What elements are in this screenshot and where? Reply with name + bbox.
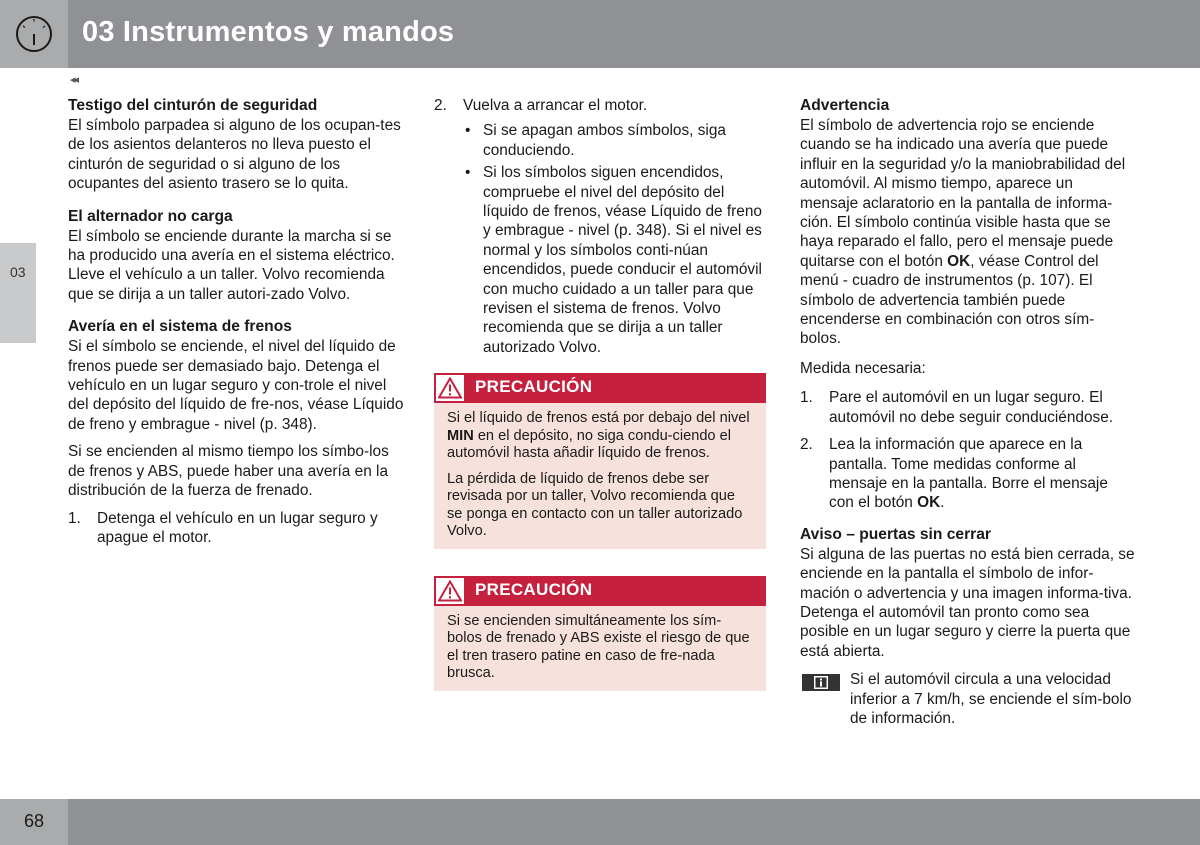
list-number: 2.: [434, 97, 447, 114]
info-icon: [814, 676, 828, 689]
caution-box-2: [434, 576, 766, 691]
caution-box-1: [434, 373, 766, 549]
brake-steps-list-cont: [434, 96, 768, 115]
caution-body: [434, 403, 766, 549]
section-text-warning: [800, 116, 1135, 349]
bullet-icon: •: [465, 164, 471, 182]
section-text-brakes-abs: Si se encienden al mismo tiempo los símbo-los de frenos y ABS, puede haber una avería en la distribución de la fuerza de frenado.: [68, 443, 389, 500]
text-part: Lea la información que aparece en la pantalla. Tome medidas conforme al mensaje en la pantalla. Borre el mensaje con el botón: [829, 436, 1108, 512]
section-text-seatbelt: El símbolo parpadea si alguno de los ocupan-tes de los asientos delanteros no lleva puesto el cinturón de seguridad o si alguno de los ocupantes del asiento trasero se lo quita.: [68, 117, 401, 193]
warning-triangle-icon: [438, 377, 462, 399]
caution-text-bold: MIN: [447, 427, 474, 444]
section-title-seatbelt: Testigo del cinturón de seguridad: [68, 97, 318, 114]
caution-triangle-box: [434, 373, 466, 403]
measure-steps-list: [800, 388, 1135, 512]
back-nav-icon[interactable]: ◂◂: [70, 74, 78, 86]
list-number: 1.: [800, 389, 813, 407]
caution-label: PRECAUCIÓN: [475, 377, 593, 397]
chapter-tab-label: 03: [10, 264, 26, 280]
list-item: [68, 509, 408, 548]
caution-triangle-box: [434, 576, 466, 606]
bullet-icon: •: [465, 122, 471, 140]
section-text-alternator: El símbolo se enciende durante la marcha si se ha producido una avería en el sistema eléctrico. Lleve el vehículo a un taller. Volvo recomienda que se dirija a un taller autori-zado Volvo.: [68, 227, 395, 303]
column-1: [68, 96, 408, 555]
page-number: 68: [24, 811, 45, 831]
caution-text: La pérdida de líquido de frenos debe ser revisada por un taller, Volvo recomienda que se ponga en contacto con un taller autorizado Volvo.: [447, 470, 743, 540]
caution-text-part: en el depósito, no siga condu-ciendo el automóvil hasta añadir líquido de frenos.: [447, 427, 731, 462]
caution-text: Si se encienden simultáneamente los sím-bolos de frenado y ABS existe el riesgo de que el tren trasero patine en caso de fre-nada brusca.: [447, 612, 750, 682]
list-item: [800, 435, 1135, 513]
caution-body: [434, 606, 766, 691]
text-bold: OK: [917, 494, 941, 512]
column-3: [800, 96, 1135, 728]
brake-steps-list: [68, 509, 408, 548]
text-part: .: [940, 494, 945, 512]
text-bold: OK: [947, 252, 971, 270]
caution-header: [434, 576, 766, 606]
list-item: [434, 96, 768, 115]
chapter-tab[interactable]: [0, 243, 36, 343]
list-number: 2.: [800, 436, 813, 454]
section-title-warning: Advertencia: [800, 97, 890, 114]
list-text: [829, 436, 1108, 511]
list-text: Vuelva a arrancar el motor.: [463, 97, 648, 114]
section-title-doors: Aviso – puertas sin cerrar: [800, 525, 991, 543]
page-number-box: [0, 799, 68, 845]
info-note-text: Si el automóvil circula a una velocidad inferior a 7 km/h, se enciende el sím-bolo de información.: [850, 671, 1132, 727]
text-part: , véase Control del menú - cuadro de instrumentos (p. 107). El símbolo de advertencia también puede encenderse en combinación con otros sím-bolos.: [800, 252, 1099, 348]
list-item: [800, 388, 1135, 427]
section-title-alternator: El alternador no carga: [68, 207, 233, 225]
page-footer: [0, 799, 1200, 845]
gauge-icon: [14, 14, 54, 54]
list-item: [463, 163, 768, 357]
caution-text: [447, 410, 754, 463]
list-text: Detenga el vehículo en un lugar seguro y apague el motor.: [97, 509, 378, 546]
list-item: [463, 121, 768, 160]
caution-header: [434, 373, 766, 403]
page-header: [0, 0, 1200, 68]
measure-label: Medida necesaria:: [800, 359, 926, 377]
list-text: Pare el automóvil en un lugar seguro. El automóvil no debe seguir conduciéndose.: [829, 389, 1114, 426]
page-title: 03 Instrumentos y mandos: [82, 16, 455, 48]
column-2: [434, 96, 768, 691]
section-text-brakes: Si el símbolo se enciende, el nivel del líquido de frenos puede ser demasiado bajo. Detenga el vehículo en un lugar seguro y con-trole el nivel del depósito del líquido de fre-nos, véase Líquido de freno y embrague - nivel (p. 348).: [68, 338, 404, 433]
caution-text-part: Si el líquido de frenos está por debajo del nivel: [447, 410, 750, 427]
section-title-brakes: Avería en el sistema de frenos: [68, 318, 292, 336]
info-note: [800, 670, 1135, 728]
list-number: 1.: [68, 509, 81, 527]
list-text: Si se apagan ambos símbolos, siga conduciendo.: [483, 122, 726, 159]
header-icon-box: [0, 0, 68, 68]
text-part: El símbolo de advertencia rojo se enciende cuando se ha indicado una avería que puede influir en la seguridad y/o la maniobrabilidad del automóvil. Al mismo tiempo, aparece un mensaje aclaratorio en la pantalla de informa-ción. El símbolo continúa visible hasta que se haya reparado el fallo, pero el mensaje puede quitarse con el botón: [800, 117, 1126, 270]
section-text-doors: Si alguna de las puertas no está bien cerrada, se enciende en la pantalla el símbolo de infor-mación o advertencia y una imagen informa-tiva. Detenga el automóvil tan pronto como sea posible en un lugar seguro y cierre la puerta que está abierta.: [800, 545, 1135, 660]
warning-triangle-icon: [438, 580, 462, 602]
info-symbol-box: [802, 674, 840, 691]
list-text: Si los símbolos siguen encendidos, compruebe el nivel del depósito del líquido de frenos, véase Líquido de freno y embrague - nivel (p. 348). Si el nivel es normal y los símbolos conti-núan encendidos, puede conducir el automóvil con mucho cuidado a un taller para que revisen el sistema de frenos. Volvo recomienda que se dirija a un taller autorizado Volvo.: [483, 164, 762, 356]
caution-label: PRECAUCIÓN: [475, 579, 593, 599]
bullet-list: [463, 121, 768, 357]
